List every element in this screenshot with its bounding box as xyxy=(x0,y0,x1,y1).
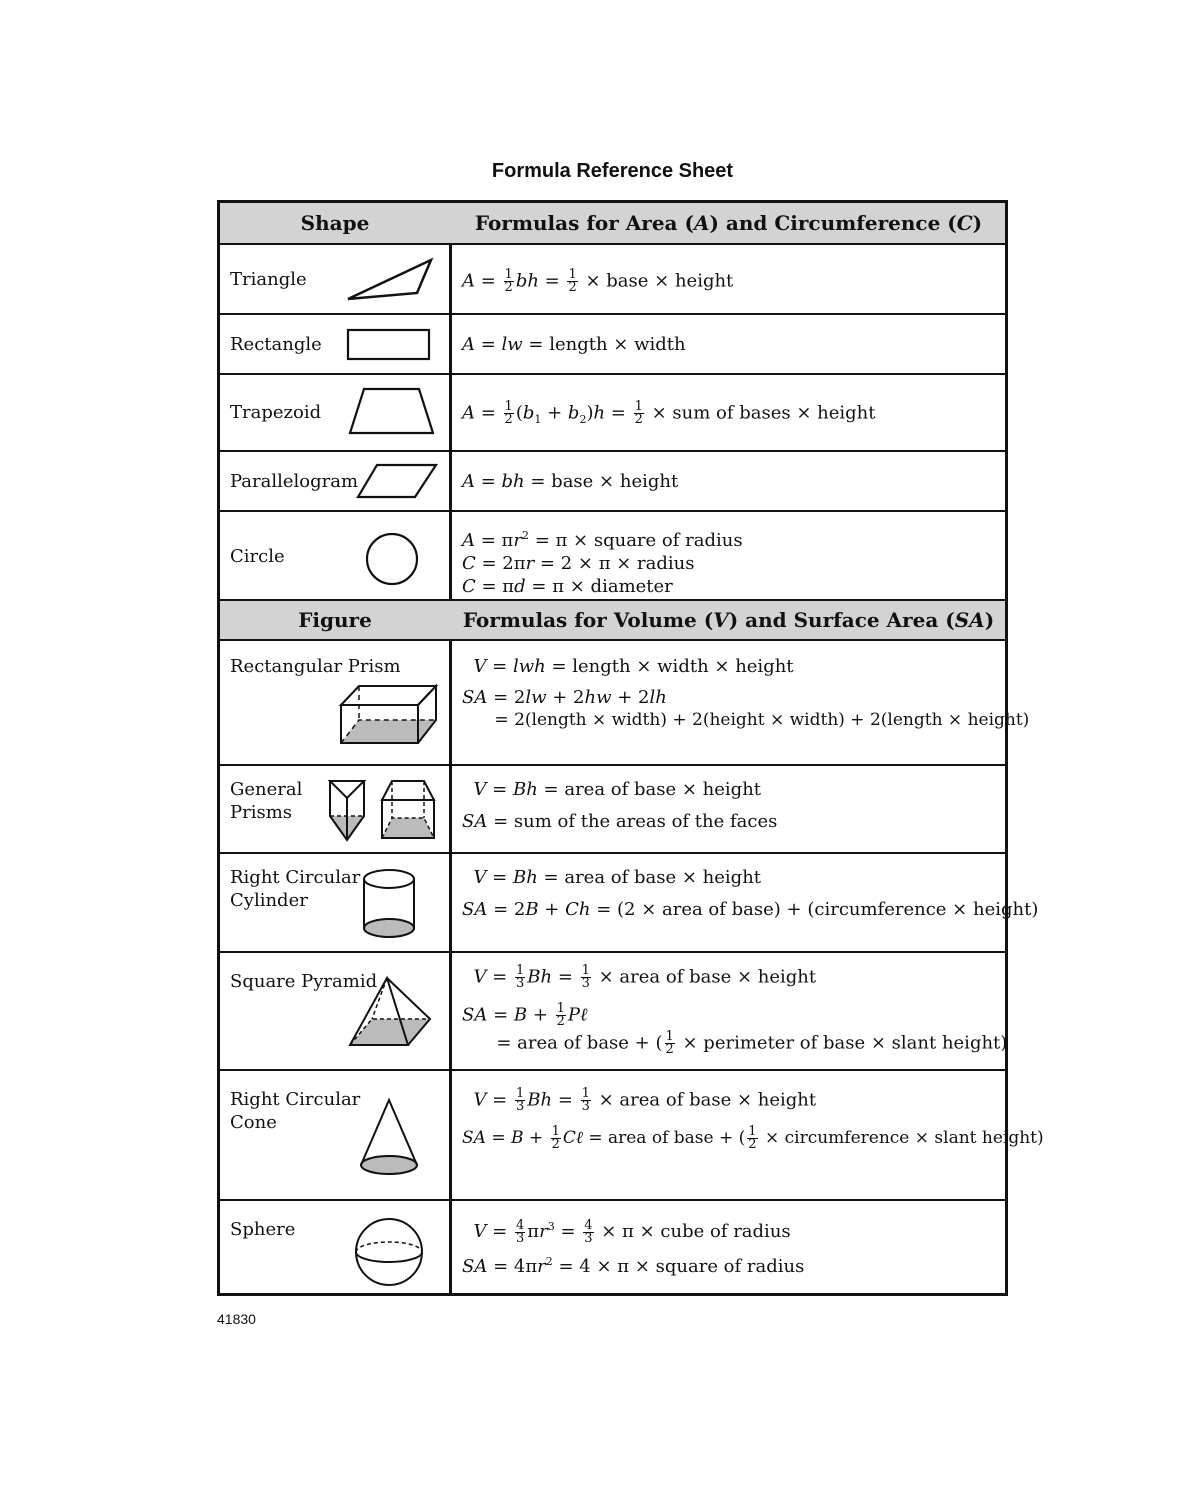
row-divider xyxy=(220,1199,1005,1201)
row-divider xyxy=(220,313,1005,315)
area-header-row xyxy=(220,203,1005,243)
parallelogram-area-formula: A = bh = base × height xyxy=(462,471,679,492)
figure-name-square-pyramid: Square Pyramid xyxy=(230,971,378,992)
row-divider xyxy=(220,852,1005,854)
circle-formulas: $A = \pi r^2 = \pi$ × square of radius C = 2πr = 2 × π × radius C = πd = π × diameter xyxy=(462,529,743,597)
row-divider xyxy=(220,450,1005,452)
trapezoid-icon xyxy=(347,386,437,436)
shape-name-trapezoid: Trapezoid xyxy=(230,402,322,423)
sphere-icon xyxy=(353,1216,425,1288)
trapezoid-area-formula: A = $\frac{1}{2}$ $(b_1 + b_2)h$ = $\frac{1}{2}$ × sum of bases × height xyxy=(462,399,876,427)
figure-name-cylinder: Right Circular Cylinder xyxy=(230,867,361,911)
rectangle-icon xyxy=(346,328,432,362)
shape-name-triangle: Triangle xyxy=(230,269,307,290)
figure-name-cone: Right Circular Cone xyxy=(230,1089,361,1133)
form-number: 41830 xyxy=(217,1311,256,1327)
general-prisms-formulas: V = Bh = area of base × height SA = sum of the areas of the faces xyxy=(462,779,778,832)
row-divider xyxy=(220,1069,1005,1071)
circle-icon xyxy=(364,531,420,587)
cone-icon xyxy=(356,1097,422,1179)
figure-name-rectangular-prism: Rectangular Prism xyxy=(230,656,401,677)
page-title: Formula Reference Sheet xyxy=(491,160,734,182)
row-divider xyxy=(220,951,1005,953)
volume-formulas-header: Formulas for Volume ( V ) and Surface Area ( SA ) xyxy=(462,608,995,632)
shape-name-rectangle: Rectangle xyxy=(230,334,322,355)
row-divider xyxy=(220,764,1005,766)
parallelogram-icon xyxy=(355,462,439,500)
figure-name-general-prisms: General Prisms xyxy=(230,779,303,823)
shape-column-header: Shape xyxy=(300,211,370,235)
shape-name-parallelogram: Parallelogram xyxy=(230,471,359,492)
triangle-area-formula: A = $\frac{1}{2}$ bh = $\frac{1}{2}$ × base × height xyxy=(462,267,734,295)
row-divider xyxy=(220,639,1005,641)
figure-name-sphere: Sphere xyxy=(230,1219,296,1240)
area-formulas-header: Formulas for Area ( A ) and Circumference ( C ) xyxy=(474,211,983,235)
volume-header-row xyxy=(220,601,1005,639)
rectangle-area-formula: A = lw = length × width xyxy=(462,334,686,355)
figure-column-header: Figure xyxy=(298,608,372,632)
cylinder-icon xyxy=(360,867,418,941)
sphere-formulas: V = $\frac{4}{3}$ $\pi r^3$ = $\frac{4}{3}$ × π × cube of radius SA = $4\pi r^2 = 4 \times \pi$ × square of radius xyxy=(462,1217,805,1277)
row-divider xyxy=(220,510,1005,512)
formula-table xyxy=(217,200,1044,1296)
triangle-icon xyxy=(345,257,435,303)
column-divider xyxy=(449,203,452,1293)
square-pyramid-icon xyxy=(347,975,433,1049)
shape-name-circle: Circle xyxy=(230,546,285,567)
square-pyramid-formulas: V = $\frac{1}{3}$ Bh = $\frac{1}{3}$ × area of base × height SA = B + $\frac{1}{2}$ Pℓ = area of base + ( $\frac{1}{2}$ × perimeter of base × slant height) xyxy=(462,963,1008,1057)
rectangular-prism-formulas: V = lwh = length × width × height SA = 2lw + 2hw + 2lh = 2(length × width) + 2(height × width) + 2(length × height) xyxy=(462,656,1030,730)
row-divider xyxy=(220,243,1005,245)
cylinder-formulas: V = Bh = area of base × height SA = 2B + Ch = (2 × area of base) + (circumference × height) xyxy=(462,867,1039,920)
general-prisms-icon xyxy=(327,778,439,844)
row-divider xyxy=(220,373,1005,375)
cone-formulas: V = $\frac{1}{3}$ Bh = $\frac{1}{3}$ × area of base × height SA = B + $\frac{1}{2}$ Cℓ = area of base + ( $\frac{1}{2}$ × circumference × slant height) xyxy=(462,1086,1044,1152)
rectangular-prism-icon xyxy=(338,683,440,747)
